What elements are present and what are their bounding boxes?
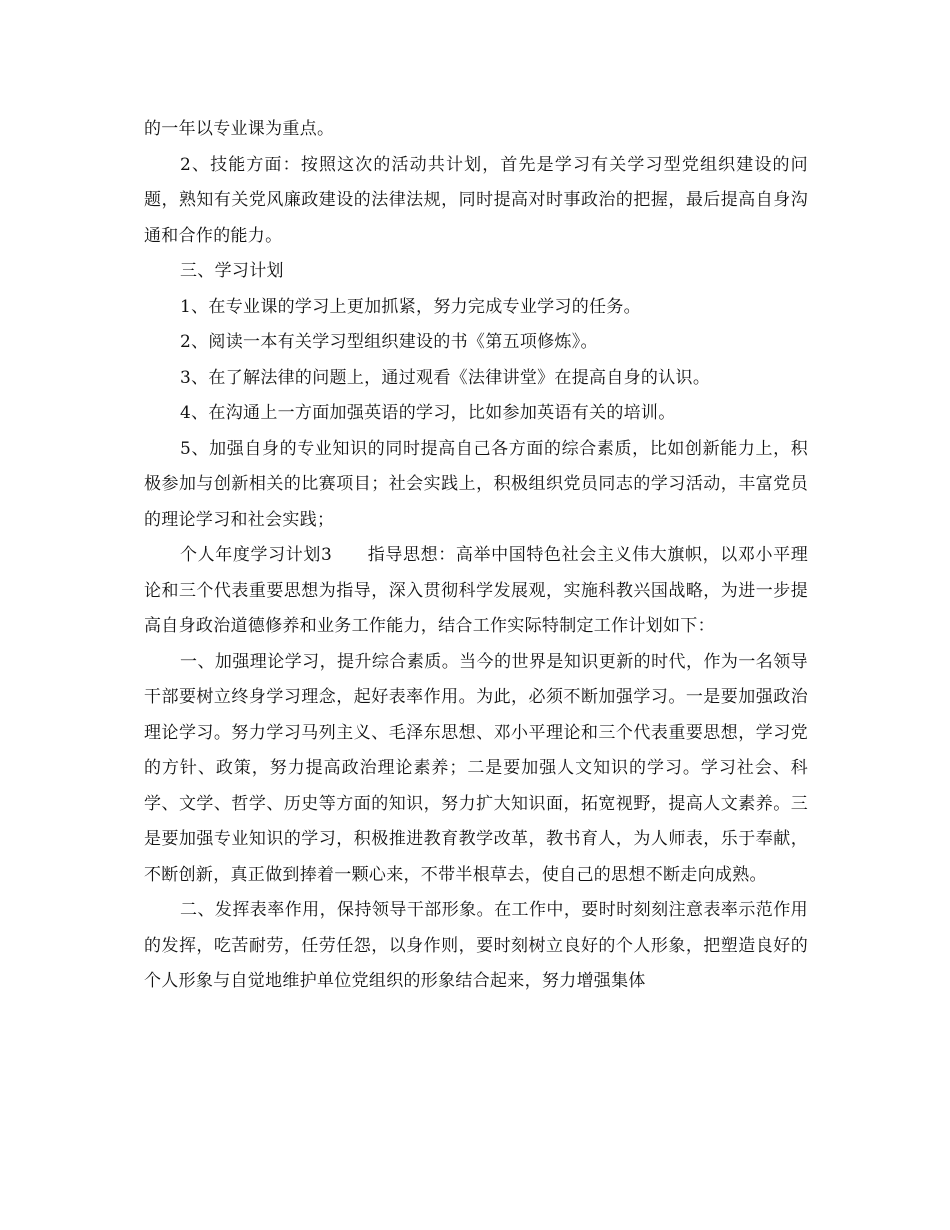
plan-item-1: 1、在专业课的学习上更加抓紧，努力完成专业学习的任务。 (180, 296, 641, 317)
paragraph-theory-study: 一、加强理论学习，提升综合素质。当今的世界是知识更新的时代，作为一名领导干部要树立终身学习理念，起好表率作用。为此，必须不断加强学习。一是要加强政治理论学习。努力学习马列主义、毛泽东思想、邓小平理论和三个代表重要思想，学习党的方针、政策，努力提高政治理论素养；二是要加强人文知识的学习。学习社会、科学、文学、哲学、历史等方面的知识，努力扩大知识面，拓宽视野，提高人文素养。三是要加强专业知识的学习，积极推进教育教学改革，教书育人，为人师表，乐于奉献，不断创新，真正做到捧着一颗心来，不带半根草去，使自己的思想不断走向成熟。 (144, 651, 808, 885)
section-heading-study-plan: 三、学习计划 (180, 261, 284, 281)
paragraph-continuation: 的一年以专业课为重点。 (144, 119, 335, 139)
paragraph-plan-3-guiding-thought: 个人年度学习计划3 指导思想：高举中国特色社会主义伟大旗帜，以邓小平理论和三个代表重要思想为指导，深入贯彻科学发展观，实施科教兴国战略，为进一步提高自身政治道德修养和业务工作能力，结合工作实际特制定工作计划如下： (144, 545, 808, 636)
plan-item-4: 4、在沟通上一方面加强英语的学习，比如参加英语有关的培训。 (180, 403, 676, 423)
paragraph-leadership-example: 二、发挥表率作用，保持领导干部形象。在工作中，要时时刻刻注意表率示范作用的发挥，吃苦耐劳，任劳任怨，以身作则，要时刻树立良好的个人形象，把塑造良好的个人形象与自觉地维护单位党组织的形象结合起来，努力增强集体 (144, 900, 808, 991)
plan-item-5: 5、加强自身的专业知识的同时提高自己各方面的综合素质，比如创新能力上，积极参加与创新相关的比赛项目；社会实践上，积极组织党员同志的学习活动，丰富党员的理论学习和社会实践； (144, 438, 808, 530)
document-body (144, 112, 808, 1000)
paragraph-skills: 2、技能方面：按照这次的活动共计划，首先是学习有关学习型党组织建设的问题，熟知有关党风廉政建设的法律法规，同时提高对时事政治的把握，最后提高自身沟通和合作的能力。 (144, 154, 808, 246)
plan-item-3: 3、在了解法律的问题上，通过观看《法律讲堂》在提高自身的认识。 (180, 367, 711, 388)
plan-item-2: 2、阅读一本有关学习型组织建设的书《第五项修炼》。 (180, 332, 598, 352)
